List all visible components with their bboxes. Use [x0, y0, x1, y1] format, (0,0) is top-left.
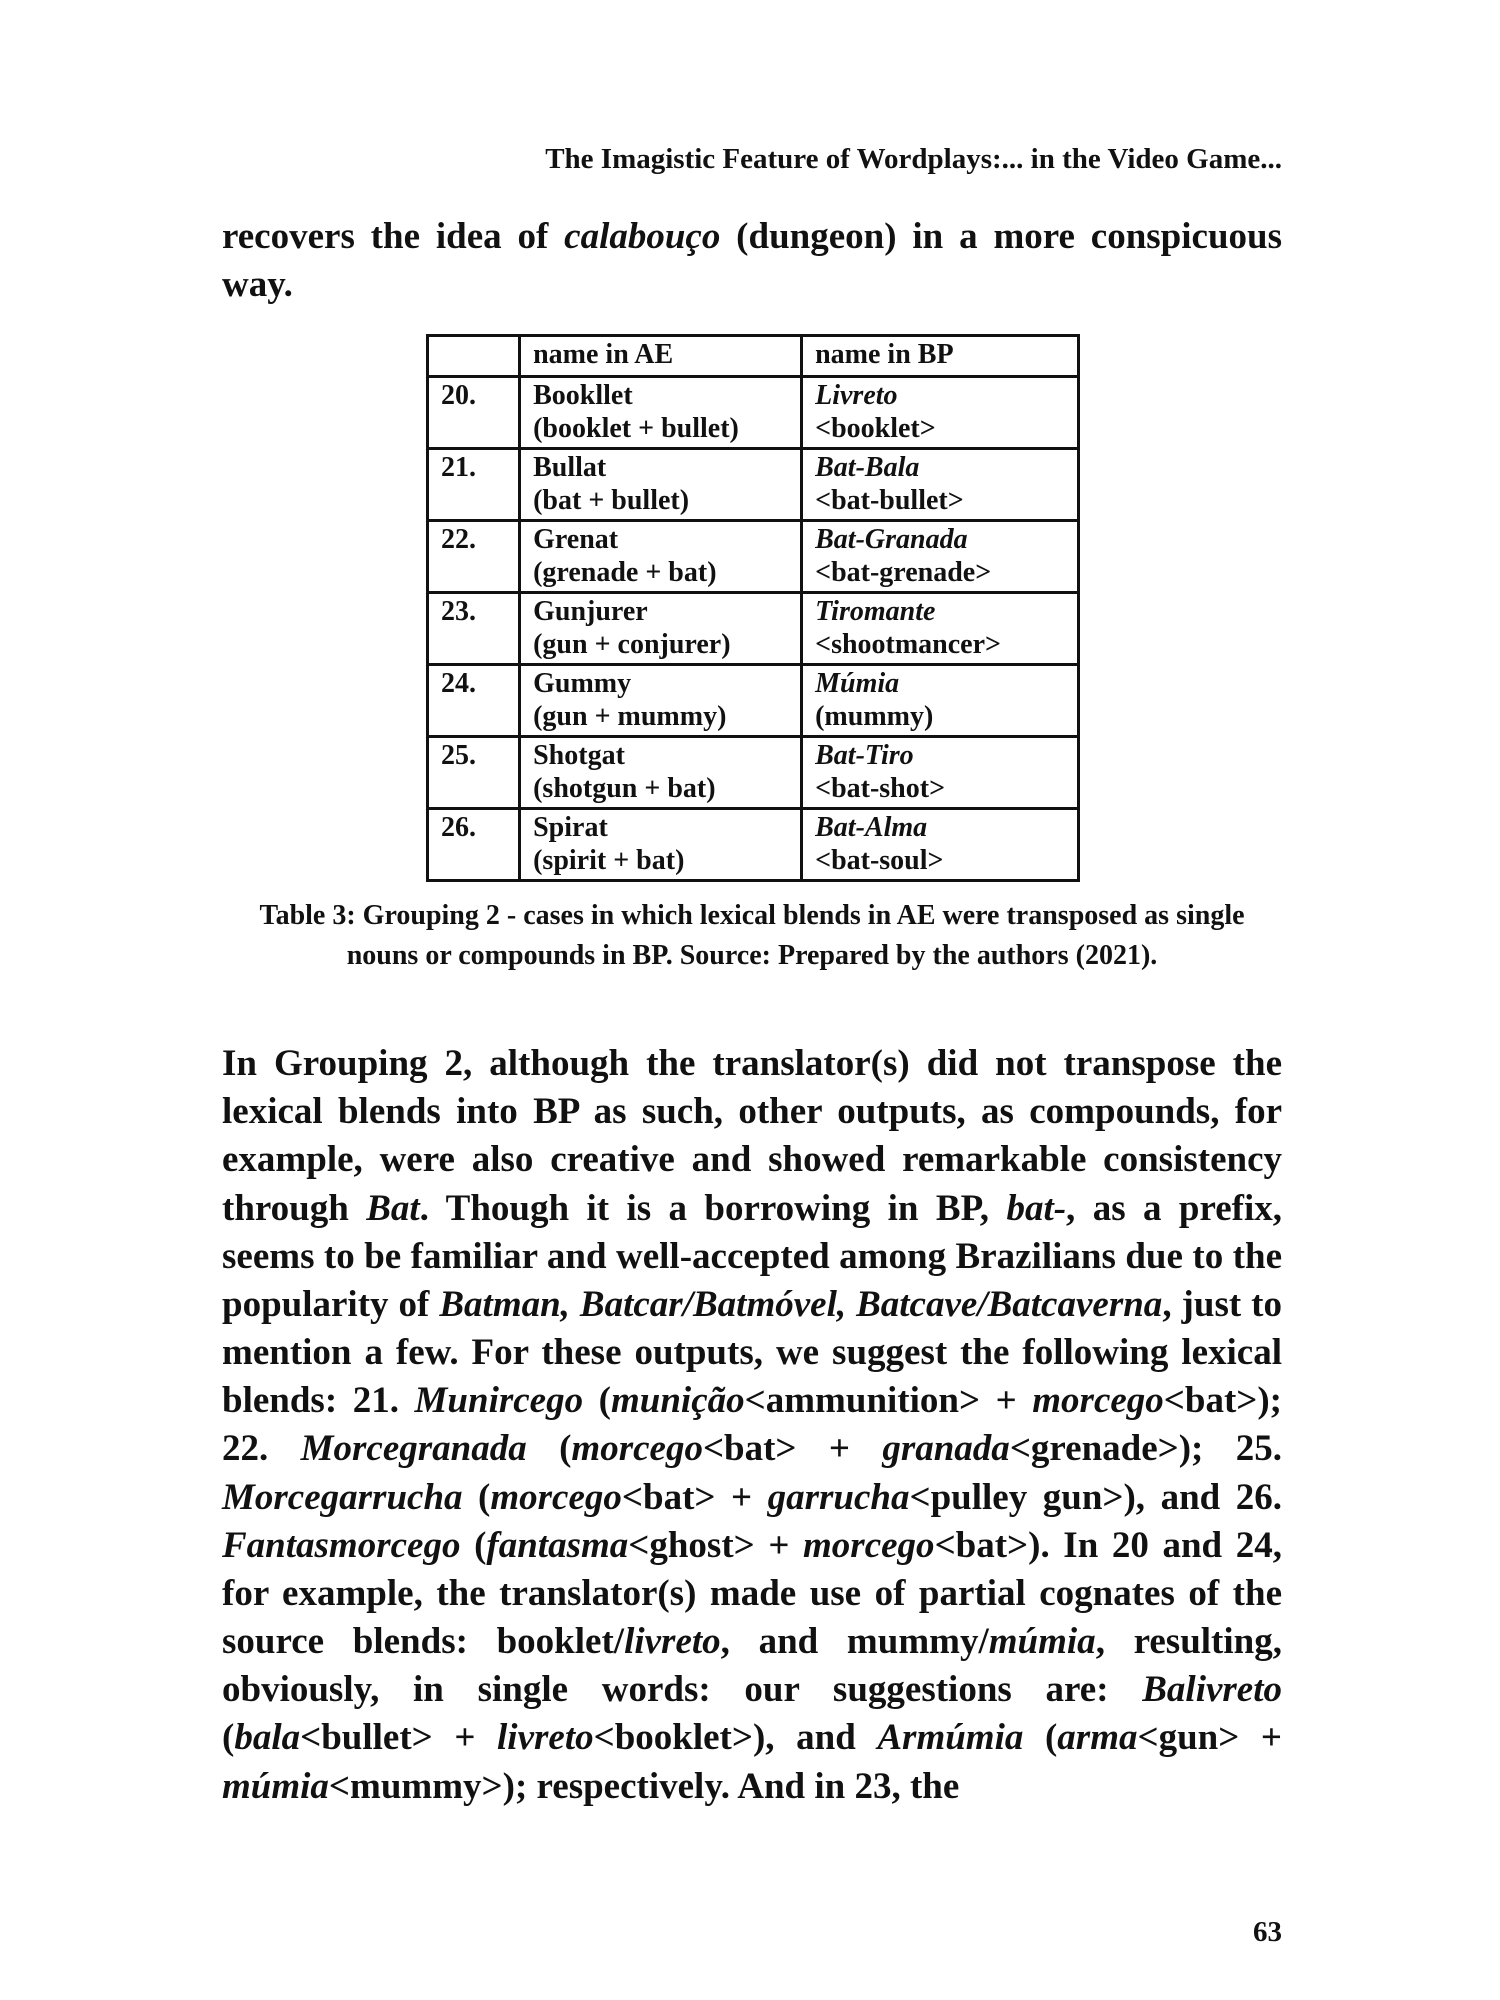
body-paragraph: [222, 1040, 1282, 1811]
bp-name: Tiromante: [815, 596, 936, 627]
intro-term: calabouço: [564, 216, 721, 257]
body-text-run: , just to mention a few. For these outputs, we suggest the following lexical blends: 21.: [222, 1283, 1282, 1422]
body-text-run: In Grouping 2, although the translator(s) did not transpose the lexical blends into BP as such, other outputs, as compounds, for example, were also creative and showed remarkable consistency through: [222, 1043, 1282, 1229]
ae-gloss: (gun + mummy): [533, 701, 727, 733]
bp-name: Bat-Bala: [815, 452, 920, 483]
body-italic-term: Munircego: [414, 1380, 584, 1422]
body-italic-term: morcego: [1032, 1380, 1164, 1422]
body-italic-term: Morcegranada: [300, 1428, 527, 1470]
bp-cell: [802, 737, 1079, 809]
body-italic-term: fantasma: [486, 1524, 629, 1566]
body-italic-term: Batman, Batcar/Batmóvel, Batcave/Batcaverna: [439, 1283, 1163, 1325]
blend-table: [426, 334, 1080, 882]
body-text-run: . Though it is a borrowing in BP,: [419, 1187, 1007, 1229]
row-number: 23.: [428, 593, 520, 665]
bp-cell: [802, 377, 1079, 449]
ae-cell: [520, 593, 802, 665]
row-number: 21.: [428, 449, 520, 521]
ae-name: Gummy: [533, 668, 632, 699]
body-italic-term: múmia: [222, 1765, 329, 1807]
body-italic-term: múmia: [988, 1621, 1096, 1663]
bp-gloss: (mummy): [815, 701, 934, 733]
body-italic-term: arma: [1057, 1717, 1138, 1759]
table-row: [428, 449, 1079, 521]
ae-cell: [520, 377, 802, 449]
body-text-run: (: [460, 1524, 487, 1566]
ae-cell: [520, 521, 802, 593]
bp-name: Livreto: [815, 380, 898, 411]
ae-gloss: (bat + bullet): [533, 485, 690, 517]
body-text-run: , as a prefix, seems to be familiar and well-accepted among Brazilians due to the popularity of: [222, 1187, 1282, 1325]
bp-name: Bat-Alma: [815, 812, 928, 843]
body-italic-term: granada: [882, 1428, 1010, 1470]
intro-paragraph: [222, 213, 1282, 309]
body-italic-term: morcego: [803, 1524, 935, 1566]
body-italic-term: Balivreto: [1142, 1669, 1282, 1711]
header-name-in-ae: name in AE: [520, 336, 802, 377]
body-text-run: , resulting, obviously, in single words: our suggestions are:: [222, 1621, 1282, 1711]
header-name-in-bp: name in BP: [802, 336, 1079, 377]
row-number: 25.: [428, 737, 520, 809]
body-text-run: (: [1023, 1717, 1058, 1759]
bp-gloss: <bat-bullet>: [815, 485, 964, 517]
body-text-run: (: [583, 1380, 611, 1422]
table-row: [428, 665, 1079, 737]
row-number: 26.: [428, 809, 520, 881]
body-text-run: <bat> +: [621, 1476, 768, 1518]
body-text-run: <mummy>); respectively. And in 23, the: [328, 1765, 960, 1807]
bp-gloss: <shootmancer>: [815, 629, 1001, 661]
row-number: 20.: [428, 377, 520, 449]
ae-gloss: (spirit + bat): [533, 845, 685, 877]
body-text-run: <bullet> +: [300, 1717, 498, 1759]
bp-gloss: <booklet>: [815, 413, 936, 445]
running-header: The Imagistic Feature of Wordplays:... in the Video Game...: [545, 143, 1282, 175]
ae-cell: [520, 809, 802, 881]
body-text-run: <ghost> +: [628, 1524, 804, 1566]
intro-text-before: recovers the idea of: [222, 216, 565, 257]
bp-name: Múmia: [815, 668, 900, 699]
table-row: [428, 521, 1079, 593]
bp-gloss: <bat-soul>: [815, 845, 944, 877]
page-number: 63: [1253, 1916, 1282, 1948]
ae-name: Shotgat: [533, 740, 625, 771]
header-number: [428, 336, 520, 377]
body-italic-term: garrucha: [767, 1476, 910, 1518]
body-italic-term: livreto: [497, 1717, 594, 1759]
row-number: 24.: [428, 665, 520, 737]
body-text-run: (: [222, 1717, 235, 1759]
row-number: 22.: [428, 521, 520, 593]
bp-cell: [802, 593, 1079, 665]
body-text-run: <booklet>), and: [593, 1717, 878, 1759]
body-text-run: <bat>); 22.: [222, 1380, 1283, 1470]
ae-name: Bookllet: [533, 380, 633, 411]
ae-name: Grenat: [533, 524, 619, 555]
table-row: [428, 593, 1079, 665]
intro-text-after: (dungeon) in a more conspicuous way.: [222, 216, 1283, 306]
bp-name: Bat-Granada: [815, 524, 968, 555]
body-italic-term: Fantasmorcego: [222, 1524, 461, 1566]
table-row: [428, 377, 1079, 449]
body-text-run: <pulley gun>), and 26.: [909, 1476, 1282, 1518]
body-italic-term: livreto: [624, 1621, 721, 1663]
body-text-run: (: [526, 1428, 572, 1470]
body-italic-term: Armúmia: [877, 1717, 1024, 1759]
ae-cell: [520, 737, 802, 809]
ae-name: Bullat: [533, 452, 607, 483]
ae-gloss: (shotgun + bat): [533, 773, 716, 805]
ae-gloss: (gun + conjurer): [533, 629, 731, 661]
ae-cell: [520, 449, 802, 521]
body-italic-term: morcego: [571, 1428, 703, 1470]
table-row: [428, 737, 1079, 809]
ae-gloss: (booklet + bullet): [533, 413, 739, 445]
ae-name: Gunjurer: [533, 596, 648, 627]
bp-cell: [802, 521, 1079, 593]
ae-gloss: (grenade + bat): [533, 557, 717, 589]
bp-gloss: <bat-shot>: [815, 773, 946, 805]
table-header-row: [428, 336, 1079, 377]
bp-cell: [802, 809, 1079, 881]
table-caption: Table 3: Grouping 2 - cases in which lexical blends in AE were transposed as single nouns or compounds in BP. Source: Prepared by the authors (2021).: [259, 900, 1245, 971]
ae-cell: [520, 665, 802, 737]
bp-gloss: <bat-grenade>: [815, 557, 992, 589]
body-italic-term: Bat: [366, 1187, 420, 1229]
body-text-run: <bat>). In 20 and 24, for example, the translator(s) made use of partial cognates of the source blends: booklet/: [222, 1524, 1282, 1663]
body-text-run: (: [462, 1476, 491, 1518]
body-italic-term: morcego: [490, 1476, 622, 1518]
body-text-run: , and mummy/: [720, 1621, 989, 1663]
body-italic-term: munição: [611, 1380, 745, 1422]
body-text-run: <ammunition> +: [744, 1380, 1033, 1422]
body-italic-term: bala: [234, 1717, 301, 1759]
table-row: [428, 809, 1079, 881]
body-italic-term: bat-: [1006, 1187, 1067, 1229]
body-text-run: <gun> +: [1137, 1717, 1282, 1759]
body-text-run: <grenade>); 25.: [1009, 1428, 1282, 1470]
body-text-run: <bat> +: [702, 1428, 883, 1470]
bp-cell: [802, 665, 1079, 737]
bp-name: Bat-Tiro: [815, 740, 914, 771]
bp-cell: [802, 449, 1079, 521]
ae-name: Spirat: [533, 812, 608, 843]
body-italic-term: Morcegarrucha: [222, 1476, 463, 1518]
